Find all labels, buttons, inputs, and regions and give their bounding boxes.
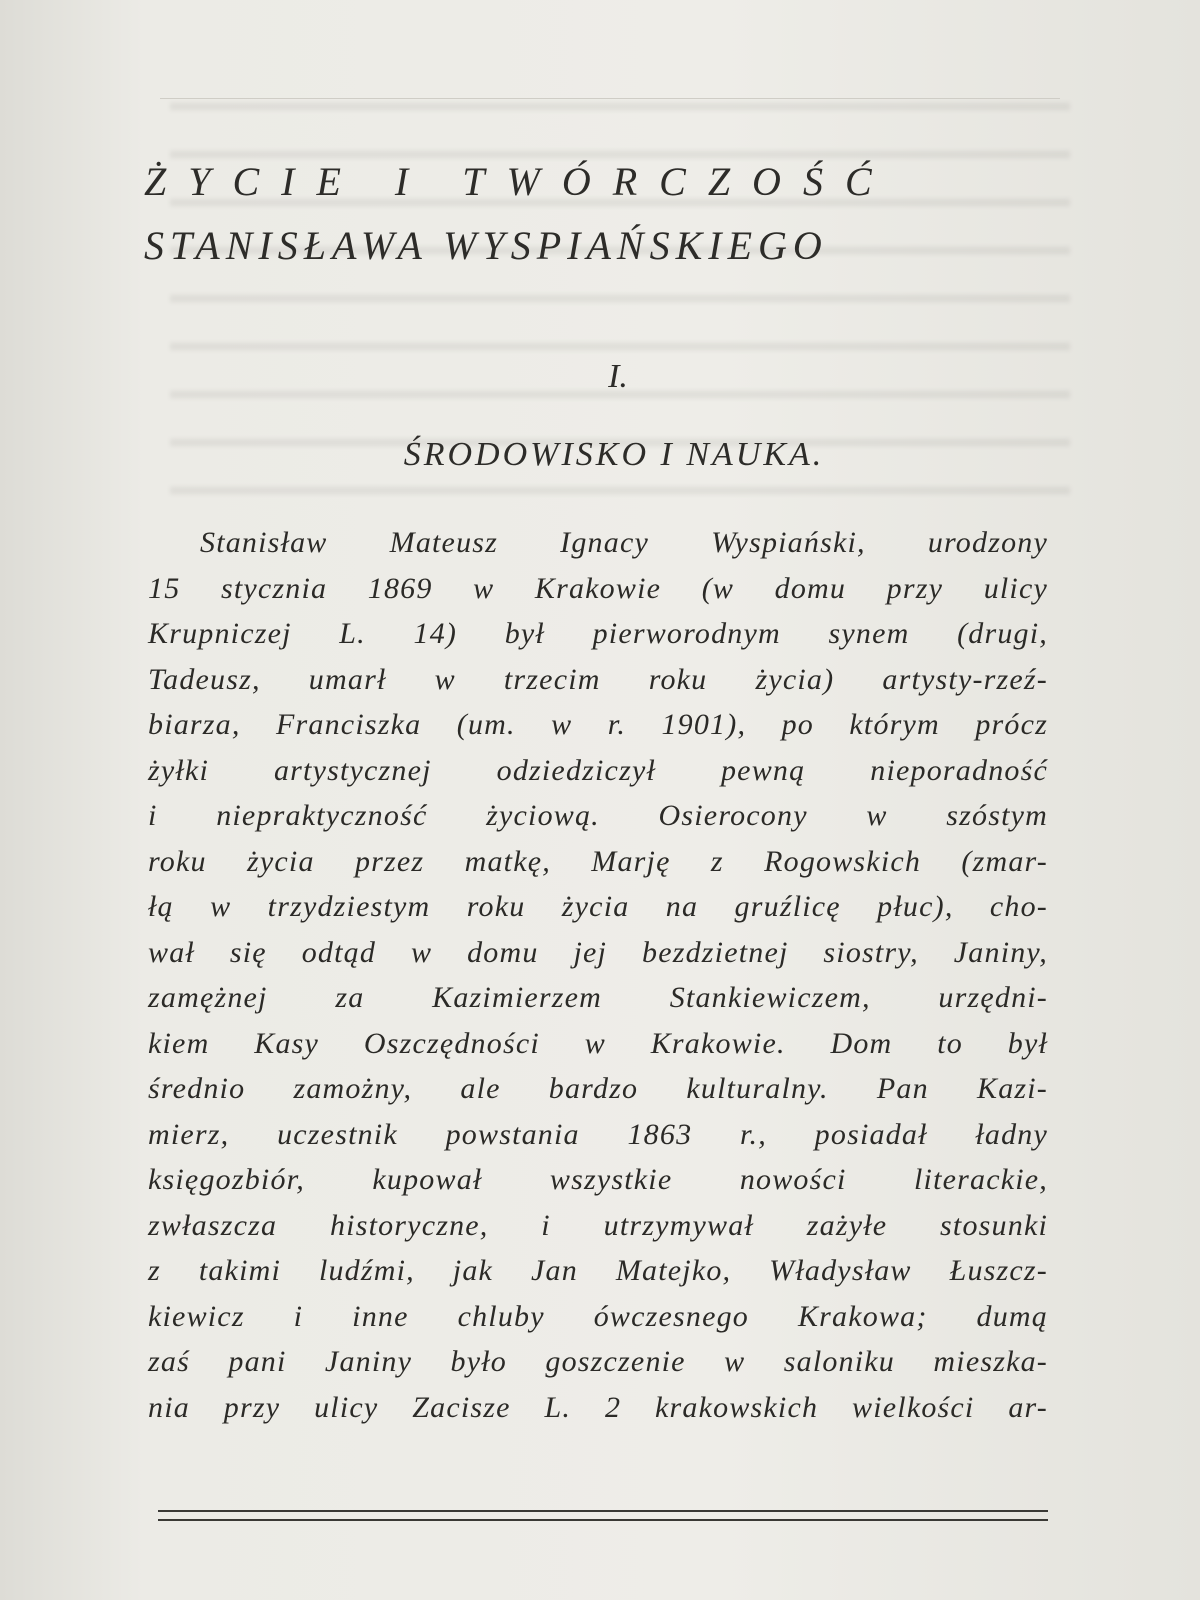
running-head-rule bbox=[160, 98, 1060, 99]
text-line: zaś pani Janiny było goszczenie w saloniku mieszka- bbox=[148, 1345, 1048, 1378]
section-title: ŚRODOWISKO I NAUKA. bbox=[403, 436, 825, 473]
text-line: biarza, Franciszka (um. w r. 1901), po którym prócz bbox=[148, 708, 1048, 741]
text-line: zwłaszcza historyczne, i utrzymywał zażyłe stosunki bbox=[148, 1208, 1048, 1242]
text-line: Krupniczej L. 14) był pierworodnym synem (drugi, bbox=[148, 617, 1048, 650]
text-line: łą w trzydziestym roku życia na gruźlicę płuc), cho- bbox=[148, 890, 1048, 923]
text-line: roku życia przez matkę, Marję z Rogowskich (zmar- bbox=[148, 844, 1048, 878]
text-line: z takimi ludźmi, jak Jan Matejko, Władysław Łuszcz- bbox=[148, 1254, 1048, 1287]
text-line: wał się odtąd w domu jej bezdzietnej siostry, Janiny, bbox=[148, 935, 1048, 969]
footer-rule-bottom bbox=[158, 1519, 1048, 1521]
text-line: średnio zamożny, ale bardzo kulturalny. Pan Kazi- bbox=[148, 1072, 1048, 1105]
text-line: żyłki artystycznej odziedziczył pewną nieporadność bbox=[148, 753, 1048, 787]
text-line: Stanisław Mateusz Ignacy Wyspiański, urodzony bbox=[200, 526, 1048, 559]
text-line: i niepraktyczność życiową. Osierocony w szóstym bbox=[148, 799, 1048, 832]
chapter-title-line-2: STANISŁAWA WYSPIAŃSKIEGO bbox=[144, 223, 828, 268]
text-line: kiem Kasy Oszczędności w Krakowie. Dom to był bbox=[148, 1026, 1048, 1060]
text-line: 15 stycznia 1869 w Krakowie (w domu przy ulicy bbox=[148, 571, 1048, 605]
body-paragraph bbox=[148, 520, 1048, 1430]
text-line: kiewicz i inne chluby ówczesnego Krakowa; dumą bbox=[148, 1299, 1048, 1333]
footer-rule-top bbox=[158, 1510, 1048, 1512]
text-line: nia przy ulicy Zacisze L. 2 krakowskich wielkości ar- bbox=[148, 1390, 1048, 1424]
text-line: Tadeusz, umarł w trzecim roku życia) artysty-rzeź- bbox=[148, 662, 1048, 696]
chapter-title-line-1: ŻYCIE I TWÓRCZOŚĆ bbox=[144, 159, 894, 204]
text-line: księgozbiór, kupował wszystkie nowości literackie, bbox=[148, 1163, 1048, 1196]
text-line: zamężnej za Kazimierzem Stankiewiczem, urzędni- bbox=[148, 981, 1048, 1014]
chapter-title bbox=[140, 150, 1060, 278]
text-line: mierz, uczestnik powstania 1863 r., posiadał ładny bbox=[148, 1117, 1048, 1151]
footer-double-rule bbox=[158, 1510, 1048, 1524]
section-number: I. bbox=[608, 358, 628, 395]
